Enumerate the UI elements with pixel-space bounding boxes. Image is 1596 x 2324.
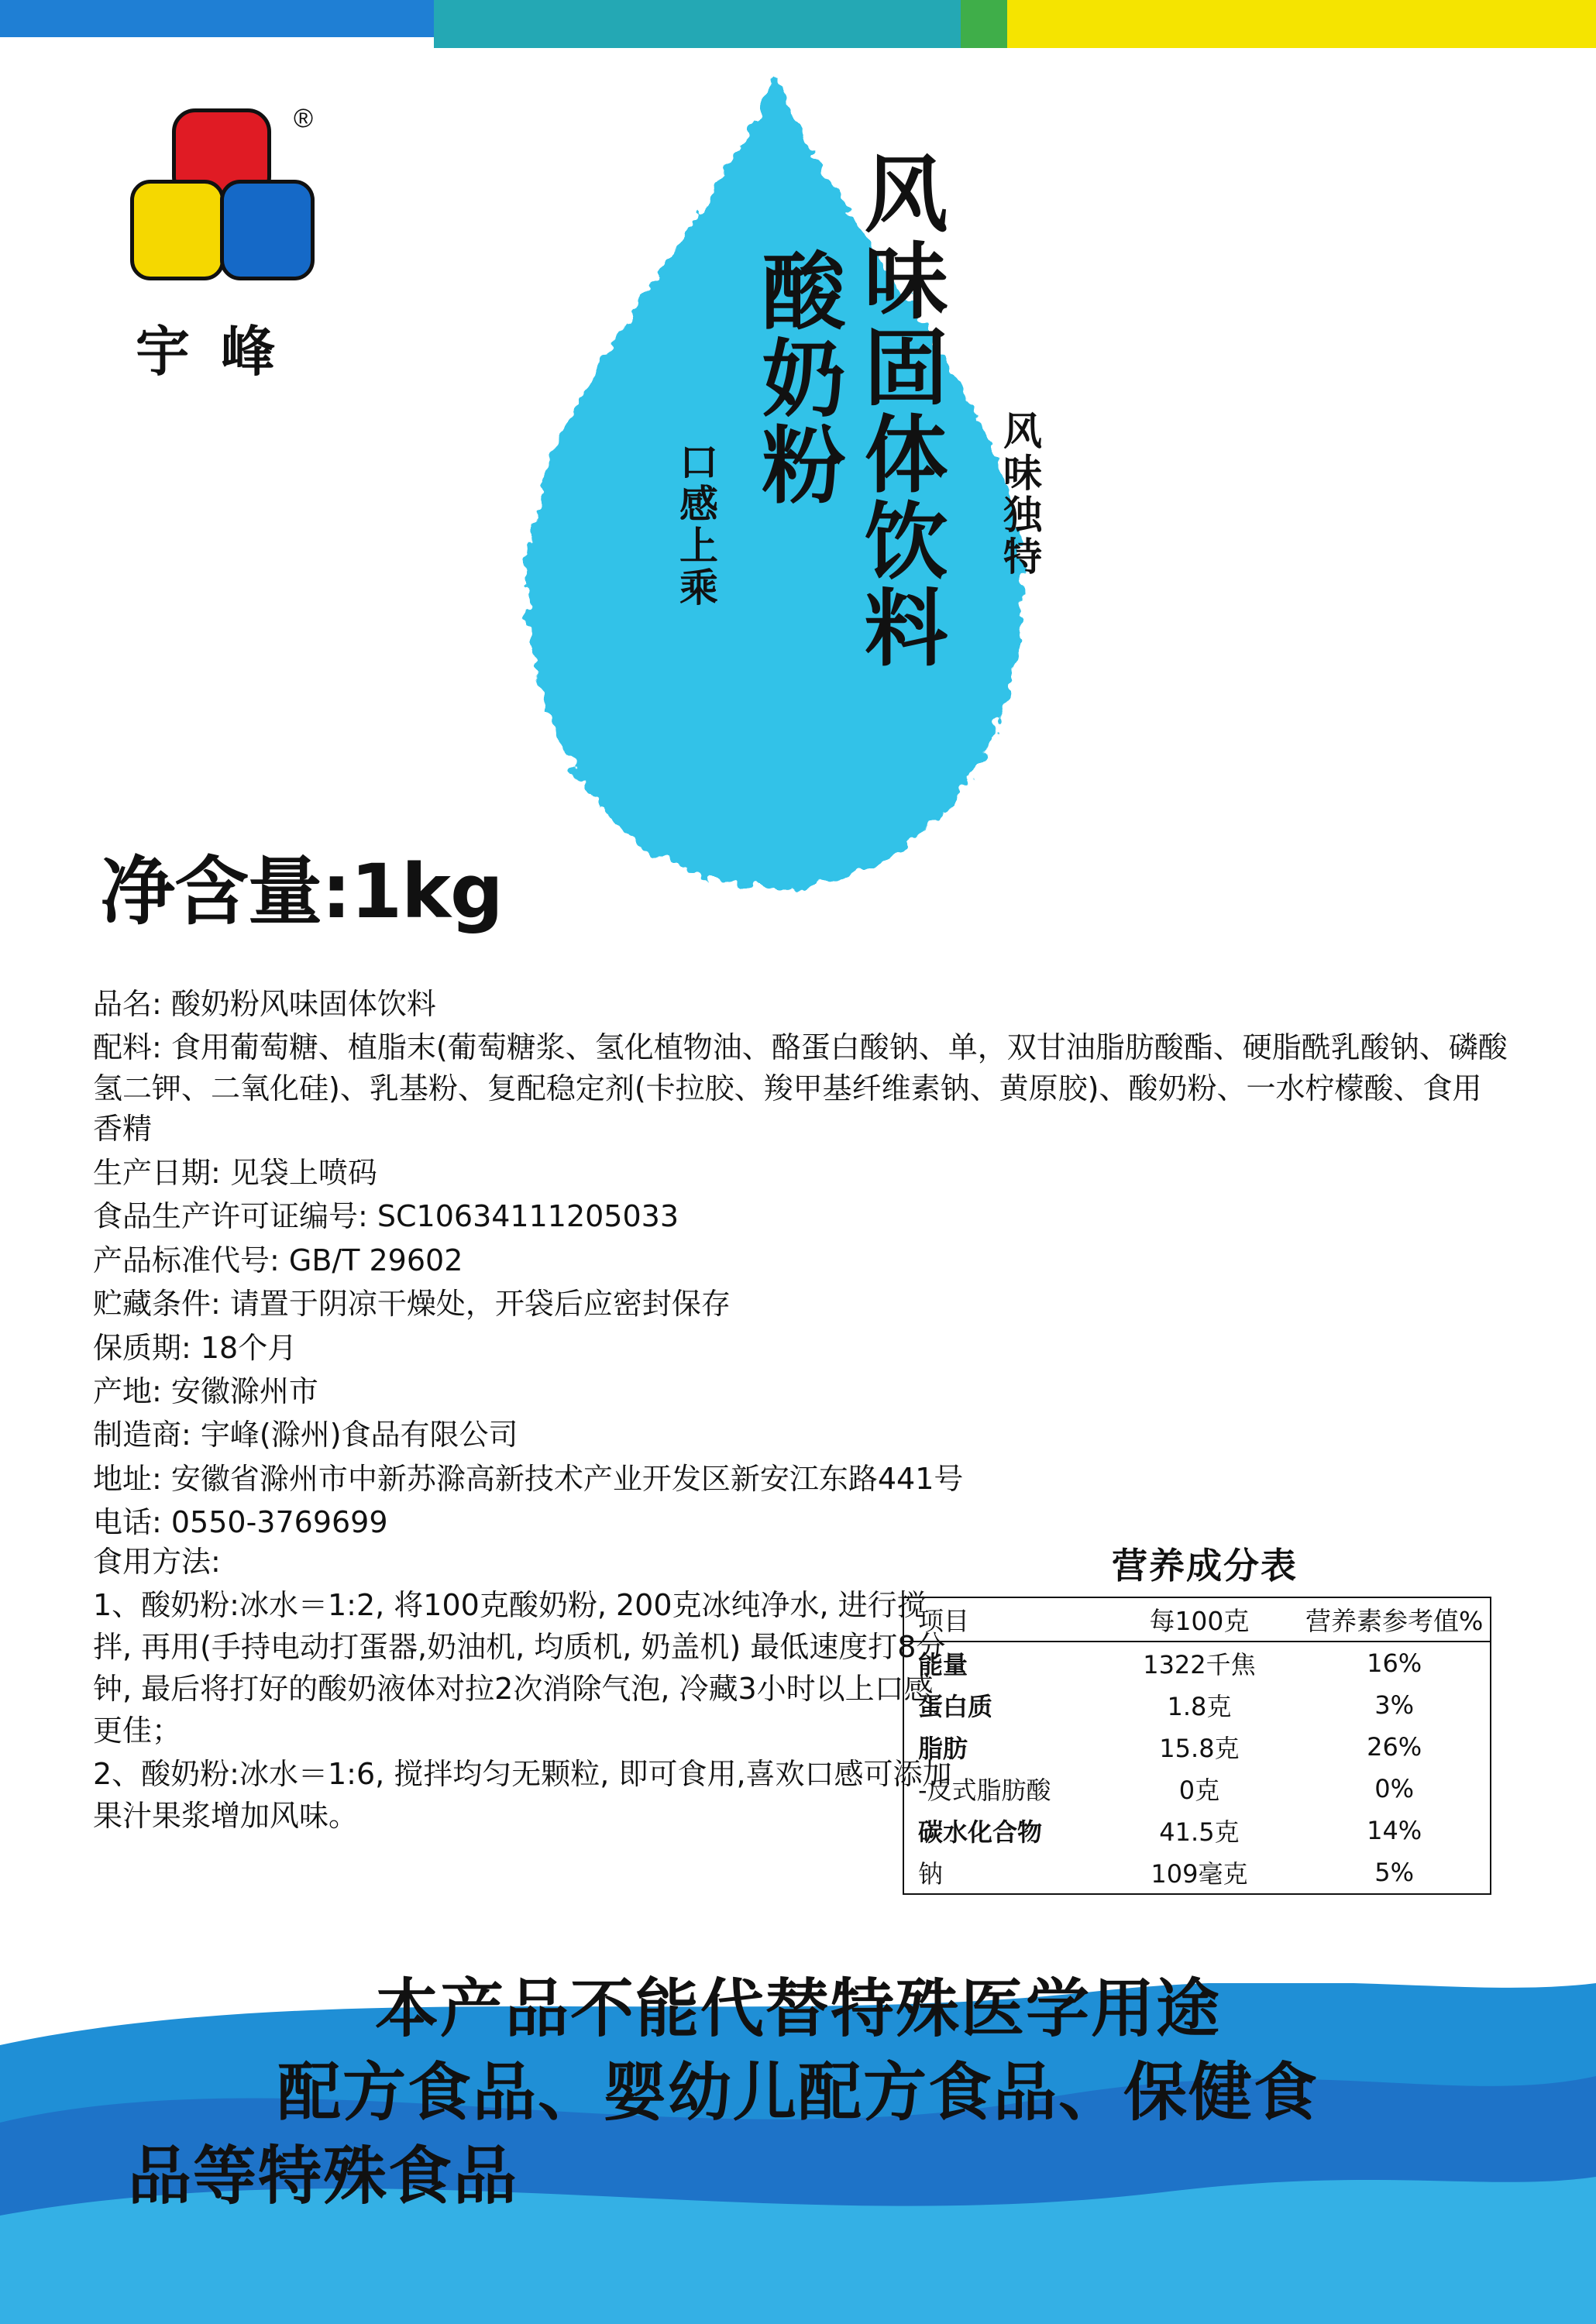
- info-manufacturer: 制造商: 宇峰(滁州)食品有限公司: [93, 1418, 518, 1452]
- nutrition-table: [903, 1597, 1491, 1895]
- nutrition-amount: 1.8克: [1167, 1692, 1232, 1721]
- info-production-date: 生产日期: 见袋上喷码: [93, 1155, 377, 1190]
- table-row: [903, 1810, 1491, 1851]
- hero-title-left: 酸奶粉: [748, 248, 844, 508]
- usage-heading: 食用方法:: [93, 1545, 221, 1579]
- nutrition-amount: 1322千焦: [1100, 1642, 1299, 1684]
- net-weight: 净含量:1kg: [101, 848, 503, 935]
- info-phone: 电话: 0550-3769699: [93, 1505, 388, 1540]
- nutrition-amount: 0克: [1178, 1776, 1220, 1805]
- nutrition-nrv: 16%: [1298, 1642, 1491, 1684]
- table-row: [903, 1642, 1491, 1684]
- nutrition-body: [903, 1642, 1491, 1894]
- usage-step-2: 2、酸奶粉:冰水＝1:6, 搅拌均匀无颗粒, 即可食用,喜欢口感可添加果汁果浆增加风味。: [93, 1756, 952, 1833]
- nutrition-nrv: 14%: [1367, 1816, 1422, 1845]
- nutrition-header-row: [903, 1597, 1491, 1642]
- nutrition-header-item: 项目: [903, 1597, 1100, 1642]
- top-bar-mask-right: [434, 48, 1596, 71]
- warning-line-3: 品等特殊食品: [128, 2140, 519, 2214]
- info-origin: 产地: 安徽滁州市: [93, 1373, 318, 1408]
- nutrition-item: -反式脂肪酸: [918, 1776, 1051, 1805]
- nutrition-title: 营养成分表: [1112, 1545, 1298, 1587]
- warning-line-1: 本产品不能代替特殊医学用途: [374, 1972, 1221, 2046]
- droplet-text-group: [480, 70, 1069, 937]
- nutrition-nrv: 0%: [1374, 1774, 1415, 1803]
- info-address: 地址: 安徽省滁州市中新苏滁高新技术产业开发区新安江东路441号: [93, 1461, 964, 1496]
- nutrition-header-nrv: 营养素参考值%: [1298, 1597, 1491, 1642]
- special-food-warning: [0, 1968, 1596, 2219]
- nutrition-nrv: 3%: [1374, 1690, 1415, 1720]
- brand-logo: [108, 104, 341, 418]
- hero-slogan-left: 口感上乘: [673, 442, 718, 609]
- nutrition-amount: 15.8克: [1159, 1734, 1240, 1763]
- brand-name: 宇峰: [136, 320, 306, 383]
- table-row: [903, 1726, 1491, 1768]
- info-product-name: 品名: 酸奶粉风味固体饮料: [93, 987, 436, 1021]
- nutrition-item: 钠: [918, 1859, 944, 1889]
- info-standard-code: 产品标准代号: GB/T 29602: [93, 1243, 463, 1277]
- nutrition-amount: 109毫克: [1151, 1859, 1248, 1889]
- usage-instructions: [93, 1542, 961, 1839]
- nutrition-amount: 41.5克: [1159, 1817, 1240, 1847]
- cube-face-yellow-icon: [130, 180, 225, 280]
- nutrition-item: 能量: [903, 1642, 1100, 1684]
- droplet-graphic: [480, 70, 1069, 937]
- registered-trademark-icon: ®: [293, 104, 313, 133]
- top-bar-mask-left: [0, 37, 434, 71]
- hero-title-right: 风味固体饮料: [850, 150, 947, 671]
- nutrition-item: 蛋白质: [918, 1692, 993, 1721]
- info-storage-conditions: 贮藏条件: 请置于阴凉干燥处，开袋后应密封保存: [93, 1287, 731, 1322]
- warning-line-2: 配方食品、婴幼儿配方食品、保健食: [277, 2056, 1319, 2130]
- table-row: [903, 1851, 1491, 1894]
- nutrition-header-amount: 每100克: [1100, 1597, 1299, 1642]
- info-ingredients: 配料: 食用葡萄糖、植脂末(葡萄糖浆、氢化植物油、酪蛋白酸钠、单，双甘油脂肪酸酯、硬脂酰乳酸钠、磷酸氢二钾、二氧化硅)、乳基粉、复配稳定剂(卡拉胶、羧甲基纤维素钠、黄原胶)、酸奶粉、一水柠檬酸、食用香精: [93, 1030, 1508, 1147]
- table-row: [903, 1768, 1491, 1810]
- nutrition-item: 脂肪: [918, 1734, 968, 1763]
- product-info-block: [93, 984, 1519, 1546]
- nutrition-facts: [903, 1538, 1507, 1895]
- nutrition-item: 碳水化合物: [918, 1817, 1043, 1847]
- info-shelf-life: 保质期: 18个月: [93, 1330, 298, 1365]
- table-row: [903, 1684, 1491, 1726]
- cube-icon: [124, 104, 318, 318]
- info-license-number: 食品生产许可证编号: SC10634111205033: [93, 1199, 679, 1234]
- usage-step-1: 1、酸奶粉:冰水＝1:2, 将100克酸奶粉, 200克冰纯净水, 进行搅拌, 再用(手持电动打蛋器,奶油机, 均质机, 奶盖机) 最低速度打8分钟, 最后将打好的酸奶液体对拉2次消除气泡, 冷藏3小时以上口感更佳；: [93, 1587, 946, 1748]
- cube-face-blue-icon: [220, 180, 315, 280]
- nutrition-nrv: 26%: [1367, 1732, 1422, 1762]
- hero-slogan-right: 风味独特: [997, 411, 1042, 578]
- nutrition-nrv: 5%: [1374, 1858, 1415, 1887]
